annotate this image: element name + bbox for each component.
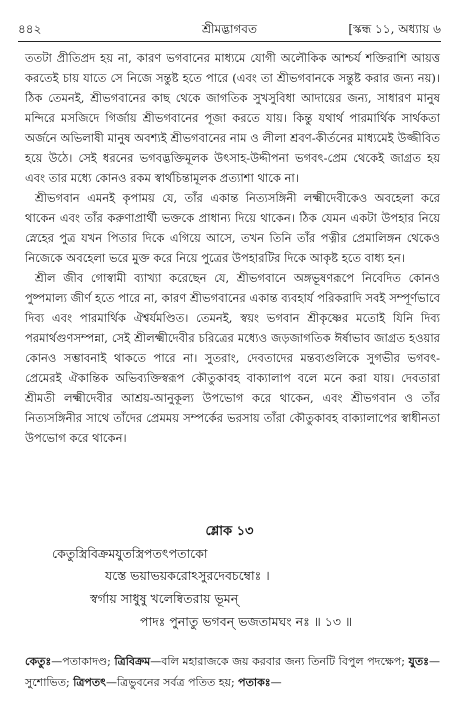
- synonym-meaning: —: [270, 676, 282, 689]
- header-rule: [18, 41, 441, 42]
- synonym-meaning: —পতাকাদণ্ড;: [51, 655, 115, 668]
- synonym-meaning: —সুশোভিত;: [25, 655, 441, 689]
- synonym-meaning: —বলি মহারাজকে জয় করবার জন্য তিনটি বিপুল পদক্ষেপ;: [150, 655, 409, 668]
- section-label: [স্কন্ধ ১১, অধ্যায় ৬: [348, 22, 441, 36]
- synonym-word: ত্রিবিক্রম: [114, 655, 151, 668]
- verse-title: শ্লোক ১৩: [205, 524, 254, 539]
- paragraph-3: শ্রীল জীব গোস্বামী ব্যাখ্যা করেছেন যে, শ্রীভগবানে অঙ্গভূষণরূপে নিবেদিত কোনও পুষ্পমাল্য জীর্ণ হতে পারে না, কারণ শ্রীভগবানের একান্ত ব্যবহার্য পরিকরাদি সবই সম্পূর্ণভাবে দিব্য এবং পারমার্থিক ঐশ্বর্যমণ্ডিত। তেমনই, স্বয়ং ভগবান শ্রীকৃষ্ণের মতোই যিনি দিব্য পরমার্থগুণসম্পন্না, সেই শ্রীলক্ষ্মীদেবীর চরিত্রের মধ্যেও জড়জাগতিক ঈর্ষাভাব জাগ্রত হওয়ার কোনও সম্ভাবনাই থাকতে পারে না। সুতরাং, দেবতাদের মন্তব্যগুলিকে সুগভীর ভগবৎ-প্রেমেরই ঐকান্তিক অভিব্যক্তিস্বরূপ কৌতুকাবহ বাক্যালাপ বলে মনে করা যায়। দেবতারা শ্রীমতী লক্ষ্মীদেবীর আশ্রয়-আনুকূল্য উপভোগ করে থাকেন, এবং শ্রীভগবান ও তাঁর নিত্যসঙ্গিনীর সাথে তাঁদের প্রেমময় সম্পর্কের ভরসায় তাঁরা কৌতুকাবহ বাক্যালাপের স্বাধীনতা উপভোগ করে থাকেন।: [25, 271, 440, 445]
- page-number: ৪৪২: [18, 22, 42, 36]
- purport-text: [25, 48, 440, 448]
- book-title: শ্রীমদ্ভাগবত: [201, 22, 257, 36]
- synonym-word: ত্রিপতৎ: [73, 676, 107, 689]
- paragraph-2: শ্রীভগবান এমনই কৃপাময় যে, তাঁর একান্ত নিত্যসঙ্গিনী লক্ষ্মীদেবীকেও অবহেলা করে থাকেন এবং তাঁর করুণাপ্রার্থী ভক্তকে প্রাধান্য দিয়ে থাকেন। ঠিক যেমন একটা উপহার নিয়ে স্নেহের পুত্র যখন পিতার দিকে এগিয়ে আসে, তখন তিনি তাঁর পত্নীর প্রেমালিঙ্গন থেকেও নিজেকে অবহেলা ভরে মুক্ত করে নিয়ে পুত্রের উপহারটির দিকে আকৃষ্ট হতে বাধ্য হন।: [25, 191, 440, 265]
- verse-line-3: স্বর্গায় সাধুষু খলেষ্বিতরায় ভূমন্: [90, 591, 239, 606]
- verse-line-1: কেতুস্ত্রিবিক্রমযুতস্ত্রিপতৎপতাকো: [52, 546, 208, 561]
- synonym-meaning: —ত্রিভুবনের সর্বত্র পতিত হয়;: [106, 676, 239, 689]
- paragraph-1: ততটা প্রীতিপ্রদ হয় না, কারণ ভগবানের মাধ্যমে যোগী অলৌকিক আশ্চর্য শক্তিরাশি আয়ত্ত করতেই চায় যাতে সে নিজে সন্তুষ্ট হতে পারে (এবং তা শ্রীভগবানকে সন্তুষ্ট করার জন্য নয়)। ঠিক তেমনই, শ্রীভগবানের কাছ থেকে জাগতিক সুখসুবিধা আদায়ের জন্য, সাধারণ মানুষ মন্দিরে মসজিদে গির্জায় শ্রীভগবানের পূজা করতে যায়। কিন্তু যথার্থ পারমার্থিক সার্থকতা অর্জনে অভিলাষী মানুষ অবশ্যই শ্রীভগবানের নাম ও লীলা শ্রবণ-কীর্তনের মাধ্যমেই উজ্জীবিত হয়ে উঠে। সেই ধরনের ভগবদ্ভক্তিমূলক উৎসাহ-উদ্দীপনা ভগবৎ-প্রেম থেকেই জাগ্রত হয় এবং তার মধ্যে কোনও রকম স্বার্থচিন্তামূলক প্রত্যাশা থাকে না।: [25, 51, 440, 185]
- synonym-word: কেতুঃ: [25, 655, 52, 668]
- synonym-word: যুতঃ: [408, 655, 430, 668]
- verse-line-2: যস্তে ভয়াভয়করোঽসুরদেবচম্বোঃ ।: [105, 568, 270, 583]
- page-header: [18, 20, 441, 38]
- synonym-word: পতাকঃ: [238, 676, 271, 689]
- synonyms-text: [25, 651, 440, 693]
- verse-line-4: পাদঃ পুনাতু ভগবন্ ভজতামঘং নঃ ॥ ১৩ ॥: [140, 614, 353, 629]
